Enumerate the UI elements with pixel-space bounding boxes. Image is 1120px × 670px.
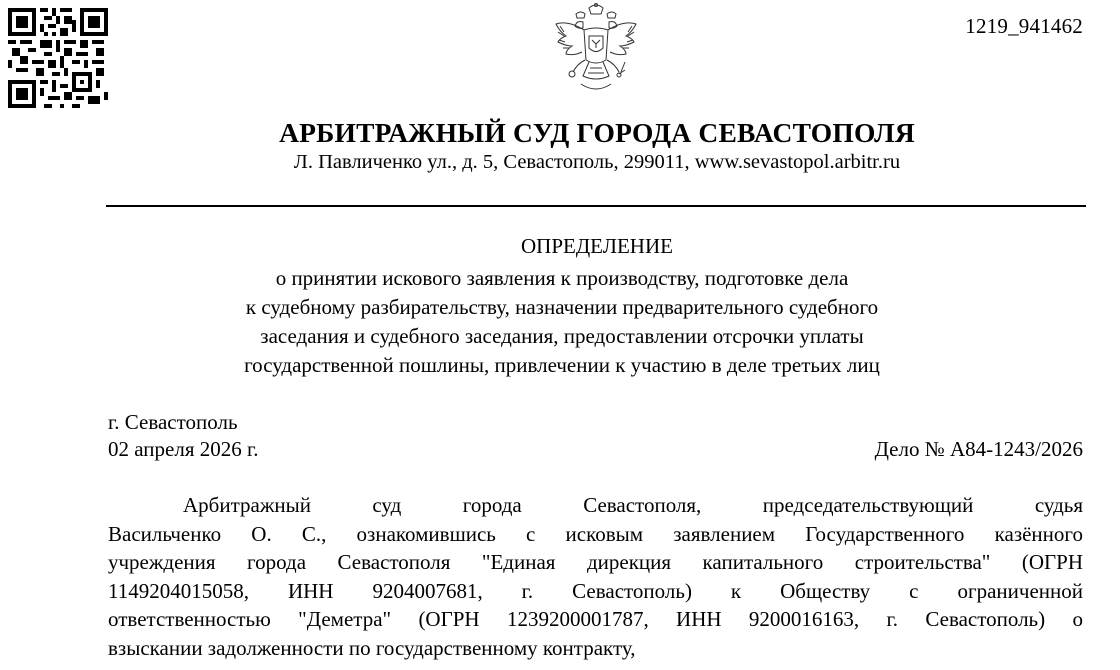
- document-date: 02 апреля 2026 г.: [108, 437, 259, 461]
- document-number: 1219_941462: [965, 14, 1083, 38]
- body-line: 1149204015058, ИНН 9204007681, г. Севастополь) к Обществу с ограниченной: [108, 578, 1083, 603]
- body-paragraph: [108, 491, 1083, 662]
- body-line: взыскании задолженности по государственному контракту,: [108, 635, 636, 660]
- city: г. Севастополь: [108, 410, 238, 434]
- body-line: Васильченко О. С., ознакомившись с исковым заявлением Государственного казённого: [108, 521, 1083, 546]
- court-address: Л. Павличенко ул., д. 5, Севастополь, 299011, www.sevastopol.arbitr.ru: [293, 151, 901, 173]
- subject-line: государственной пошлины, привлечении к участию в деле третьих лиц: [244, 353, 880, 377]
- body-line: учреждения города Севастополя "Единая дирекция капитального строительства" (ОГРН: [108, 550, 1083, 574]
- case-number: Дело № А84-1243/2026: [874, 437, 1083, 461]
- subject-line: о принятии искового заявления к производству, подготовке дела: [275, 266, 849, 290]
- subject-line: заседания и судебного заседания, предоставлении отсрочки уплаты: [260, 324, 864, 348]
- court-name: АРБИТРАЖНЫЙ СУД ГОРОДА СЕВАСТОПОЛЯ: [279, 117, 915, 148]
- subject-line: к судебному разбирательству, назначении предварительного судебного: [245, 295, 879, 319]
- coat-of-arms-icon: [551, 2, 641, 98]
- document-type: ОПРЕДЕЛЕНИЕ: [521, 234, 673, 258]
- body-line: Арбитражный суд города Севастополя, председательствующий судья: [183, 493, 1083, 517]
- header-divider: [106, 205, 1086, 207]
- body-line: ответственностью "Деметра" (ОГРН 1239200001787, ИНН 9200016163, г. Севастополь) о: [108, 607, 1083, 631]
- document-subject: [0, 264, 1120, 380]
- qr-code-icon: [8, 8, 108, 108]
